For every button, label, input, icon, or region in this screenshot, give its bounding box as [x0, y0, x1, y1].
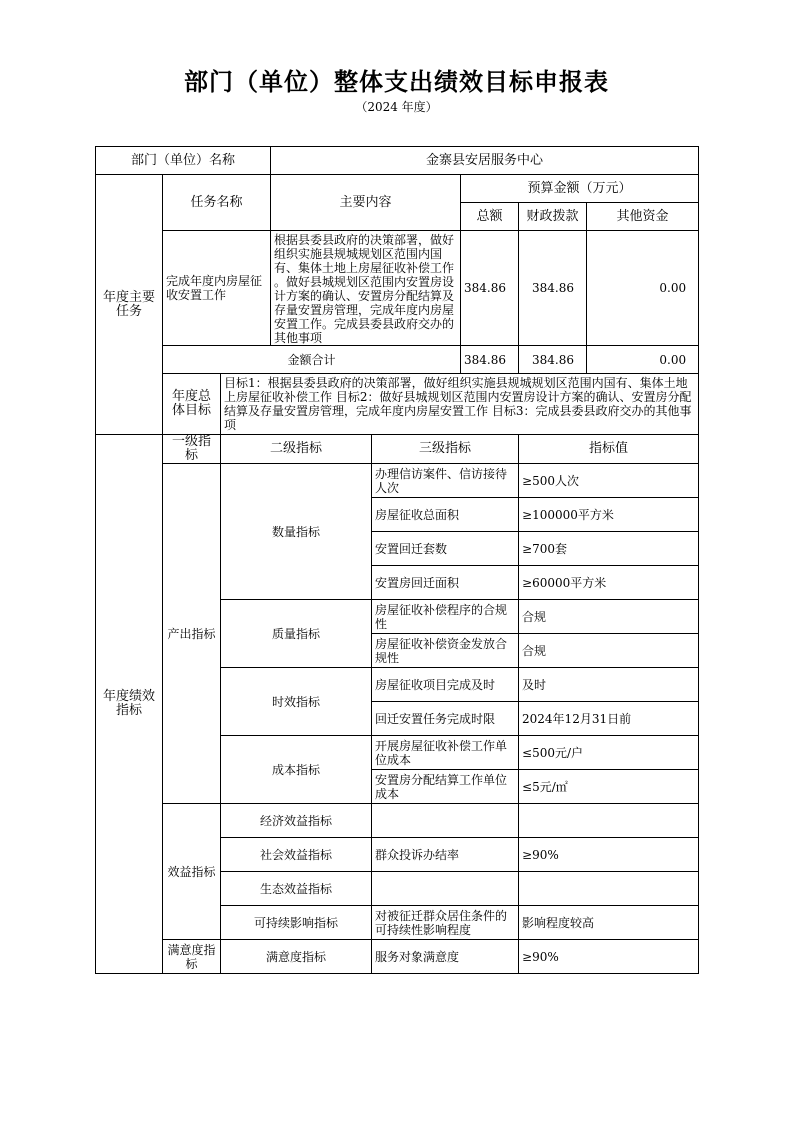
- dept-name-value: 金寨县安居服务中心: [271, 147, 699, 175]
- indicators-label: [96, 435, 163, 974]
- sum-total: 384.86: [461, 346, 519, 374]
- level2-sustainable: 可持续影响指标: [221, 906, 372, 940]
- level3-item: 群众投诉办结率: [372, 838, 519, 872]
- level2-quantity: 数量指标: [221, 464, 372, 600]
- level2-satisfaction: 满意度指标: [221, 940, 372, 974]
- indicator-value: 合规: [519, 634, 699, 668]
- col-main-content: 主要内容: [271, 175, 461, 231]
- level3-item: 房屋征收项目完成及时: [372, 668, 519, 702]
- col-other: 其他资金: [587, 203, 699, 231]
- year-subtitle: （2024 年度）: [355, 100, 438, 114]
- indicator-value: 2024年12月31日前: [519, 702, 699, 736]
- level2-quality: 质量指标: [221, 600, 372, 668]
- indicator-value: 合规: [519, 600, 699, 634]
- level3-item: 房屋征收补偿资金发放合规性: [372, 634, 519, 668]
- col-total: 总额: [461, 203, 519, 231]
- level3-item: 房屋征收总面积: [372, 498, 519, 532]
- level3-item: 办理信访案件、信访接待人次: [372, 464, 519, 498]
- task-other-cell: 0.00: [587, 231, 699, 346]
- task-content-cell: 根据县委县政府的决策部署，做好组织实施县规城规划区范围内国有、集体土地上房屋征收补偿工作 。做好县城规划区范围内安置房设计方案的确认、安置房分配结算及存量安置房管理，完成年度内房屋安置工作。完成县委县政府交办的其他事项: [271, 231, 461, 346]
- overall-goal-label: [163, 374, 221, 435]
- indicators-label-text: 年度绩效指标: [102, 689, 155, 718]
- level2-timeliness: 时效指标: [221, 668, 372, 736]
- task-total-cell: 384.86: [461, 231, 519, 346]
- level3-item: [372, 804, 519, 838]
- overall-goal-text: 目标1：根据县委县政府的决策部署，做好组织实施县规城规划区范围内国有、集体土地上房屋征收补偿工作 目标2：做好县城规划区范围内安置房设计方案的确认、安置房分配结算及存量安置房管理，完成年度内房屋安置工作 目标3：完成县委县政府交办的其他事项: [221, 374, 699, 435]
- indicator-value: ≥60000平方米: [519, 566, 699, 600]
- level3-item: 房屋征收补偿程序的合规性: [372, 600, 519, 634]
- task-fiscal-cell: 384.86: [519, 231, 587, 346]
- indicator-value: ≥700套: [519, 532, 699, 566]
- indicator-value: 影响程度较高: [519, 906, 699, 940]
- level3-item: 安置房分配结算工作单位成本: [372, 770, 519, 804]
- level1-satisfaction: 满意度指标: [163, 940, 221, 974]
- level3-item: 安置回迁套数: [372, 532, 519, 566]
- indicator-value: ≥500人次: [519, 464, 699, 498]
- level3-item: 安置房回迁面积: [372, 566, 519, 600]
- annual-tasks-label: [96, 175, 163, 435]
- indicator-value: ≥100000平方米: [519, 498, 699, 532]
- col-level3: 三级指标: [372, 435, 519, 464]
- indicator-value: [519, 804, 699, 838]
- level2-cost: 成本指标: [221, 736, 372, 804]
- task-name-cell: 完成年度内房屋征收安置工作: [163, 231, 271, 346]
- indicator-value: [519, 872, 699, 906]
- col-level1: 一级指标: [163, 435, 221, 464]
- level3-item: [372, 872, 519, 906]
- level2-social: 社会效益指标: [221, 838, 372, 872]
- level1-output: 产出指标: [163, 464, 221, 804]
- level3-item: 开展房屋征收补偿工作单位成本: [372, 736, 519, 770]
- col-task-name: 任务名称: [163, 175, 271, 231]
- level2-economic: 经济效益指标: [221, 804, 372, 838]
- col-budget: 预算金额（万元）: [461, 175, 699, 203]
- level2-ecological: 生态效益指标: [221, 872, 372, 906]
- col-level2: 二级指标: [221, 435, 372, 464]
- indicator-value: ≤500元/户: [519, 736, 699, 770]
- annual-tasks-label-text: 年度主要任务: [102, 289, 155, 319]
- col-indicator-value: 指标值: [519, 435, 699, 464]
- level3-item: 回迁安置任务完成时限: [372, 702, 519, 736]
- indicator-value: ≤5元/㎡: [519, 770, 699, 804]
- indicator-value: ≥90%: [519, 838, 699, 872]
- sum-other: 0.00: [587, 346, 699, 374]
- level3-item: 服务对象满意度: [372, 940, 519, 974]
- sum-fiscal: 384.86: [519, 346, 587, 374]
- indicator-value: ≥90%: [519, 940, 699, 974]
- overall-goal-label-text: 年度总体目标: [171, 389, 211, 418]
- level1-benefit: 效益指标: [163, 804, 221, 940]
- sum-label: 金额合计: [163, 346, 461, 374]
- dept-name-label: 部门（单位）名称: [96, 147, 271, 175]
- performance-goal-table: [95, 146, 699, 974]
- level3-item: 对被征迁群众居住条件的可持续性影响程度: [372, 906, 519, 940]
- col-fiscal: 财政拨款: [519, 203, 587, 231]
- indicator-value: 及时: [519, 668, 699, 702]
- page-title: 部门（单位）整体支出绩效目标申报表: [184, 68, 609, 96]
